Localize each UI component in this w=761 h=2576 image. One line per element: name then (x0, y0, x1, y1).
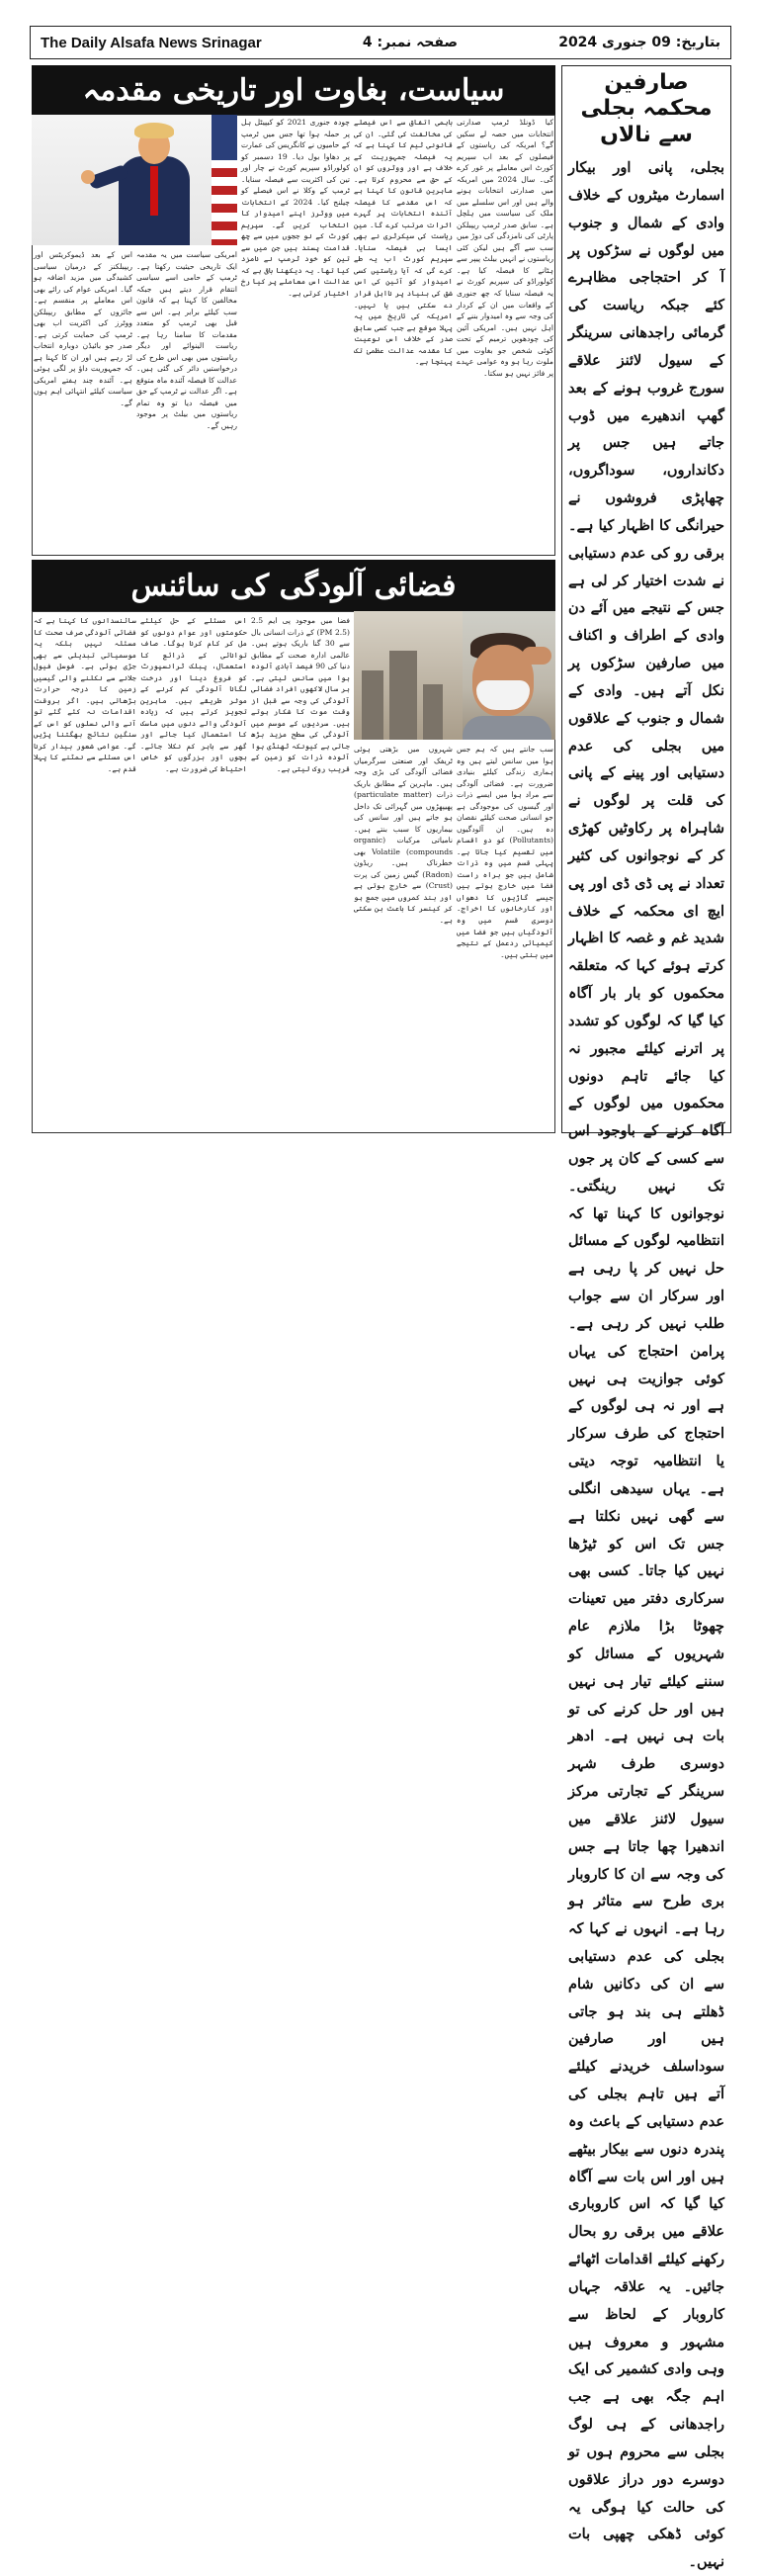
pollution-column-2: شہروں میں بڑھتی ہوئی ٹریفک اور صنعتی سرگرمیاں فضائی آلودگی کی بڑی وجہ ہیں۔ ماہرین کے مطابق باریک ذرات (particulate matter) پھیپھڑوں میں گہرائی تک داخل ہو جاتے ہیں اور سانس کی بیماریوں کا سبب بنتے ہیں۔ نامیاتی مرکبات (organic compounds) Volatile بھی خطرناک ہیں۔ ریڈون (Radon) گیس زمین کی پرت (Crust) سے خارج ہوتی ہے اور بند کمروں میں جمع ہو کر کینسر کا باعث بن سکتی ہے۔ (354, 745, 454, 925)
photo-building (362, 670, 383, 740)
politics-column-2: باہمی اتفاق سے اس فیصلے کی مخالفت کی گئی۔ ان کی قانونی ٹیم کا کہنا ہے کہ یہ فیصلہ جمہوریت کے خلاف ہے اور ووٹروں کو ان کے حق سے محروم کرتا ہے۔ ماہرین قانون کا کہنا ہے کہ اس مقدمے کا فیصلہ آئندہ انتخابات پر گہرے اثرات مرتب کرے گا۔ مین ریاست کی سیکرٹری نے بھی ایسا ہی فیصلہ سنایا۔ سپریم کورٹ اب یہ طے کرے گی کہ آیا ریاستیں کسی امیدوار کو آئین کی اس شق کی بنیاد پر نااہل قرار دے سکتی ہیں یا نہیں۔ امریکہ کی تاریخ میں یہ پہلا موقع ہے جب کسی سابق صدر کے خلاف اس نوعیت کا مقدمہ عدالت عظمیٰ تک پہنچا ہے۔ (354, 118, 453, 367)
photo-building (389, 651, 417, 740)
electricity-headline: صارفین محکمہ بجلی سے نالاں (580, 70, 713, 147)
politics-headline-banner: سیاست، بغاوت اور تاریخی مقدمہ (32, 65, 555, 115)
photo-hair (134, 123, 174, 138)
photo-tie (150, 166, 158, 216)
masthead (30, 26, 731, 59)
pollution-photo (354, 611, 555, 740)
pollution-column-4: اس مسئلے کے حل کیلئے حکومتوں اور عوام دونوں کو مل کر کام کرنا ہوگا۔ صاف توانائی کے ذرائع کا استعمال، پبلک ٹرانسپورٹ کو فروغ دینا اور درخت لگانا آلودگی کم کرنے کے موثر طریقے ہیں۔ ماہرین تجویز کرتے ہیں کہ زیادہ آلودگی والے دنوں میں ماسک کا استعمال کیا جائے اور گھر سے باہر کم نکلا جائے۔ بچوں اور بزرگوں کو خاص احتیاط کی ضرورت ہے۔ (140, 616, 247, 773)
photo-shirt (463, 716, 551, 740)
newspaper-page (30, 26, 733, 2571)
pollution-column-3: فضا میں موجود پی ایم 2.5 (PM 2.5) کے ذرات انسانی بال سے 30 گنا باریک ہوتے ہیں۔ عالمی ادارہ صحت کے مطابق دنیا کی 90 فیصد آبادی آلودہ ہوا میں سانس لیتی ہے۔ ہر سال لاکھوں افراد فضائی آلودگی کی وجہ سے قبل از وقت موت کا شکار ہوتے ہیں۔ سردیوں کے موسم میں آلودگی کی سطح مزید بڑھ جاتی ہے کیونکہ ٹھنڈی ہوا آلودہ ذرات کو زمین کے قریب روک لیتی ہے۔ (251, 616, 351, 773)
flag-canton (211, 115, 237, 160)
politics-column-4: امریکی سیاست میں یہ مقدمہ ایک تاریخی حیثیت رکھتا ہے۔ ٹرمپ کے حامی اسے سیاسی انتقام قرار دیتے ہیں جبکہ مخالفین کا کہنا ہے کہ قانون سب کیلئے برابر ہے۔ اس سے قبل بھی ٹرمپ کو متعدد مقدمات کا سامنا رہا ہے۔ ریاست الینوائے اور دیگر ریاستوں میں بھی اس طرح کی درخواستیں دائر کی گئی ہیں۔ عدالت کا فیصلہ آئندہ ماہ متوقع ہے۔ اگر عدالت نے ٹرمپ کے حق میں فیصلہ دیا تو وہ تمام ریاستوں میں بیلٹ پر موجود رہیں گے۔ (136, 250, 237, 430)
photo-hand (522, 647, 551, 665)
page-number: صفحہ نمبر: 4 (362, 35, 458, 50)
issue-date: بتاریخ: 09 جنوری 2024 (558, 35, 720, 50)
pollution-column-5: سائنسدانوں کا کہنا ہے کہ فضائی آلودگی صرف صحت کا مسئلہ نہیں بلکہ یہ موسمیاتی تبدیلی سے بھی جڑی ہوئی ہے۔ فوسل فیول جلانے سے نکلنے والی گیسیں زمین کا درجہ حرارت بڑھاتی ہیں۔ اگر بروقت اقدامات نہ کئے گئے تو آنے والی نسلوں کو اس کے سنگین نتائج بھگتنا پڑیں گے۔ عوامی شعور بیدار کرنا اس مسئلے سے نمٹنے کا پہلا قدم ہے۔ (34, 616, 136, 773)
politics-column-3: چودہ جنوری 2021 کو کیپیٹل ہل پر حملہ ہوا تھا جس میں ٹرمپ کے حامیوں نے کانگریس کی عمارت پر دھاوا بول دیا۔ 19 دسمبر کو کولوراڈو سپریم کورٹ نے چار اور تین کی اکثریت سے فیصلہ سنایا۔ ٹرمپ کے وکلا نے اس فیصلے کو چیلنج کیا۔ 2024 کے انتخابات میں ووٹرز اپنے امیدوار کا انتخاب کریں گے۔ سپریم کورٹ کے نو ججوں میں سے چھ قدامت پسند ہیں جن میں سے تین کو خود ٹرمپ نے نامزد کیا تھا۔ یہ دیکھنا باقی ہے کہ عدالت اس معاملے پر کیا رخ اختیار کرتی ہے۔ (241, 118, 351, 298)
photo-building (423, 684, 443, 740)
politics-column-5: اس کے بعد ڈیموکریٹس اور ریپبلکنز کے درمیان سیاسی کشیدگی میں مزید اضافہ ہو گیا۔ امریکی عوام کی رائے بھی اس معاملے پر منقسم ہے۔ جائزوں کے مطابق ریپبلکن ووٹرز کی اکثریت اب بھی ٹرمپ کی حمایت کرتی ہے۔ صدر جو بائیڈن دوبارہ انتخاب لڑ رہے ہیں اور ان کا کہنا ہے کہ جمہوریت داؤ پر لگی ہوئی ہے۔ آئندہ چند ہفتے امریکی سیاست کیلئے انتہائی اہم ہوں گے۔ (34, 250, 132, 407)
pollution-column-1: سب جانتے ہیں کہ ہم جس ہوا میں سانس لیتے ہیں وہ ہماری زندگی کیلئے بنیادی ضرورت ہے۔ فضائی آلودگی سے مراد ہوا میں ایسے ذرات اور گیسوں کی موجودگی ہے جو انسانی صحت کیلئے نقصان دہ ہیں۔ ان آلودگیوں (Pollutants) کو دو اقسام میں تقسیم کیا جاتا ہے۔ پہلی قسم میں وہ ذرات شامل ہیں جو براہ راست فضا میں خارج ہوتے ہیں جیسے گاڑیوں کا دھواں اور کارخانوں کا اخراج۔ دوسری قسم میں وہ آلودگیاں ہیں جو فضا میں کیمیائی ردعمل کے نتیجے میں بنتی ہیں۔ (457, 745, 553, 959)
politics-column-1: کیا ڈونلڈ ٹرمپ صدارتی انتخابات میں حصہ لے سکیں گے؟ امریکہ کی ریاستوں کے فیصلوں کے بعد اب سپریم کورٹ اس معاملے پر غور کرے گی۔ سال 2024 میں امریکہ میں صدارتی انتخابات ہونے والے ہیں اور اس سلسلے میں ملک کی سیاست میں ہلچل ہے۔ سابق صدر ٹرمپ ریپبلکن پارٹی کی نامزدگی کی دوڑ میں سب سے آگے ہیں لیکن کئی ریاستوں نے انہیں بیلٹ پیپر سے ہٹانے کا فیصلہ کیا ہے۔ کولوراڈو کی سپریم کورٹ نے یہ فیصلہ سنایا کہ چھ جنوری کے واقعات میں ان کے کردار کی وجہ سے وہ امیدوار بننے کے اہل نہیں ہیں۔ امریکی آئین کی چودھویں ترمیم کے تحت کوئی شخص جو بغاوت میں ملوث رہا ہو وہ عوامی عہدے پر فائز نہیں ہو سکتا۔ (457, 118, 553, 378)
electricity-body: بجلی، پانی اور بیکار اسمارٹ میٹروں کے خلاف وادی کے شمال و جنوب میں لوگوں نے سڑکوں پر آ کر احتجاجی مظاہرے کئے جبکہ ریاست کی گرمائی راجدھانی سرینگر کے سیول لائنز علاقے سورج غروب ہونے کے بعد گھپ اندھیرے میں ڈوب جاتے ہیں جس پر دکانداروں، سوداگروں، چھاپڑی فروشوں نے حیرانگی کا اظہار کیا ہے۔ برقی رو کی عدم دستیابی نے شدت اختیار کر لی ہے جس کے نتیجے میں آئے دن وادی کے اطراف و اکناف میں صارفین سڑکوں پر نکل آتے ہیں۔ وادی کے شمال و جنوب کے علاقوں میں بجلی کی عدم دستیابی اور پینے کے پانی کی قلت پر لوگوں نے شاہراہ پر رکاوٹیں کھڑی کر کے نوجوانوں کی کثیر تعداد نے پی ڈی ڈی اور پی ایچ ای محکمہ کے خلاف شدید غم و غصہ کا اظہار کرتے ہوئے کہا کہ متعلقہ محکموں کو بار بار آگاہ کیا گیا کہ لوگوں کو تشدد پر اترنے کیلئے مجبور نہ کیا جائے تاہم دونوں محکموں میں لوگوں کے آگاہ کرنے کے باوجود اس سے کسی کے کان پر جوں تک نہیں رینگتی۔ نوجوانوں کا کہنا تھا کہ انتظامیہ لوگوں کے مسائل حل نہیں کر پا رہی ہے اور سرکار ان سے جواب طلب نہیں کر رہی ہے۔ پرامن احتجاج کی یہاں کوئی جوازیت ہی نہیں ہے اور نہ ہی لوگوں کے احتجاج کی طرف سرکار یا انتظامیہ توجہ دیتی ہے۔ یہاں سیدھی انگلی سے گھی نہیں نکلتا ہے جس تک اس کو ٹیڑھا نہیں کیا جاتا۔ کسی بھی سرکاری دفتر میں تعینات چھوٹا بڑا ملازم عام شہریوں کے مسائل کو سننے کیلئے تیار ہی نہیں ہیں اور حل کرنے کی تو بات ہی نہیں ہے۔ ادھر دوسری طرف شہر سرینگر کے تجارتی مرکز سیول لائنز علاقے میں اندھیرا چھا جاتا ہے جس کی وجہ سے ان کا کاروبار بری طرح سے متاثر ہو رہا ہے۔ انہوں نے کہا کہ بجلی کی عدم دستیابی سے ان کی دکانیں شام ڈھلتے ہی بند ہو جاتی ہیں اور صارفین سوداسلف خریدنے کیلئے آتے ہیں تاہم بجلی کی عدم دستیابی کے باعث وہ پندرہ دنوں سے بیکار بیٹھے ہیں اور اس بات سے آگاہ کیا گیا کہ اس کاروباری علاقے میں برقی رو بحال رکھنے کیلئے اقدامات اٹھائے جائیں۔ یہ علاقہ جہاں کاروبار کے لحاظ سے مشہور و معروف ہیں وہی وادی کشمیر کی ایک اہم جگہ بھی ہے جب راجدھانی کے ہی لوگ بجلی سے محروم ہوں تو دوسرے دور دراز علاقوں کی حالت کیا ہوگی یہ کوئی ڈھکی چھپی بات نہیں۔ (568, 159, 724, 2571)
electricity-article (561, 65, 731, 2571)
politician-photo (32, 115, 237, 245)
newspaper-title: The Daily Alsafa News Srinagar (41, 34, 262, 51)
pollution-headline-banner: فضائی آلودگی کی سائنس (32, 560, 555, 611)
photo-fist (81, 170, 95, 184)
face-mask-icon (476, 680, 530, 710)
